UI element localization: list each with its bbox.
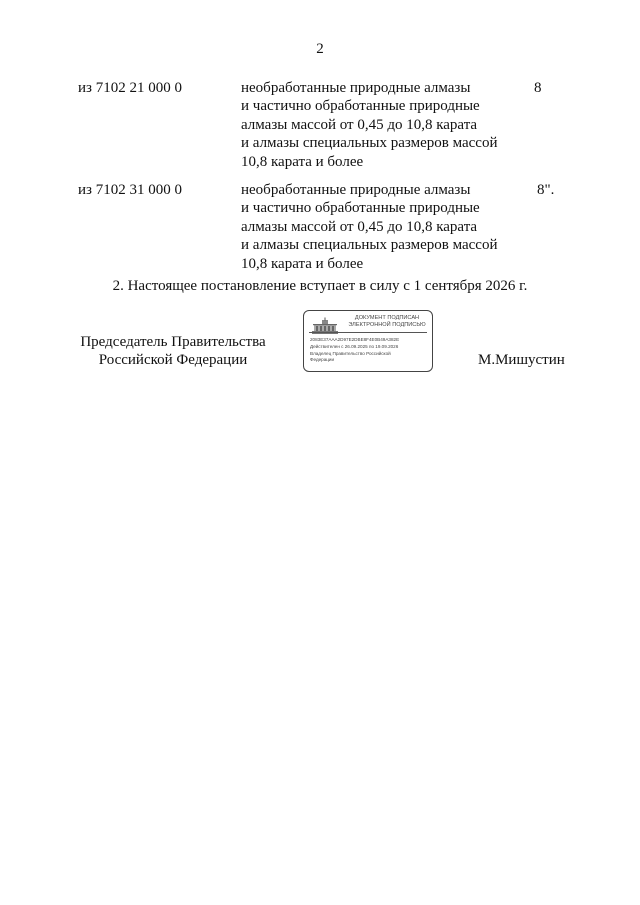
signer-position [78, 333, 268, 370]
effective-date-paragraph: 2. Настоящее постановление вступает в силу с 1 сентября 2026 г. [112, 278, 528, 294]
description-line: алмазы массой от 0,45 до 10,8 карата [241, 218, 478, 235]
certificate-number: 2083E37AAA2D97E2DBE8F4E0B49A382E [310, 337, 400, 342]
position-line: Российской Федерации [98, 352, 248, 369]
tariff-code: из 7102 31 000 0 [78, 182, 182, 198]
description-line: необработанные природные алмазы [241, 80, 471, 96]
description-line: алмазы массой от 0,45 до 10,8 карата [241, 116, 478, 133]
stamp-title-line: ДОКУМЕНТ ПОДПИСАН [354, 315, 420, 321]
stamp-title [344, 315, 430, 328]
certificate-owner-line: Владелец Правительство Российской [310, 351, 391, 356]
description-line: и частично обработанные природные [241, 98, 480, 115]
description-line: 10,8 карата и более [241, 255, 364, 272]
tariff-rate: 8". [537, 182, 555, 198]
tariff-rate: 8 [534, 80, 542, 96]
stamp-divider [309, 332, 427, 333]
signer-name: М.Мишустин [478, 352, 565, 368]
tariff-description [241, 79, 531, 171]
description-line: и алмазы специальных размеров массой [241, 237, 498, 254]
stamp-title-line: ЭЛЕКТРОННОЙ ПОДПИСЬЮ [348, 321, 426, 328]
description-line: и алмазы специальных размеров массой [241, 135, 498, 152]
certificate-validity: Действителен с 26.09.2025 по 19.09.2026 [310, 344, 399, 349]
description-line: необработанные природные алмазы [241, 182, 471, 198]
position-line: Председатель Правительства [80, 334, 266, 350]
tariff-code: из 7102 21 000 0 [78, 80, 182, 96]
page-number: 2 [316, 41, 324, 57]
tariff-description [241, 181, 531, 273]
description-line: и частично обработанные природные [241, 200, 480, 217]
certificate-owner-line: Федерации [310, 357, 335, 362]
digital-signature-stamp [303, 310, 433, 372]
description-line: 10,8 карата и более [241, 153, 364, 170]
